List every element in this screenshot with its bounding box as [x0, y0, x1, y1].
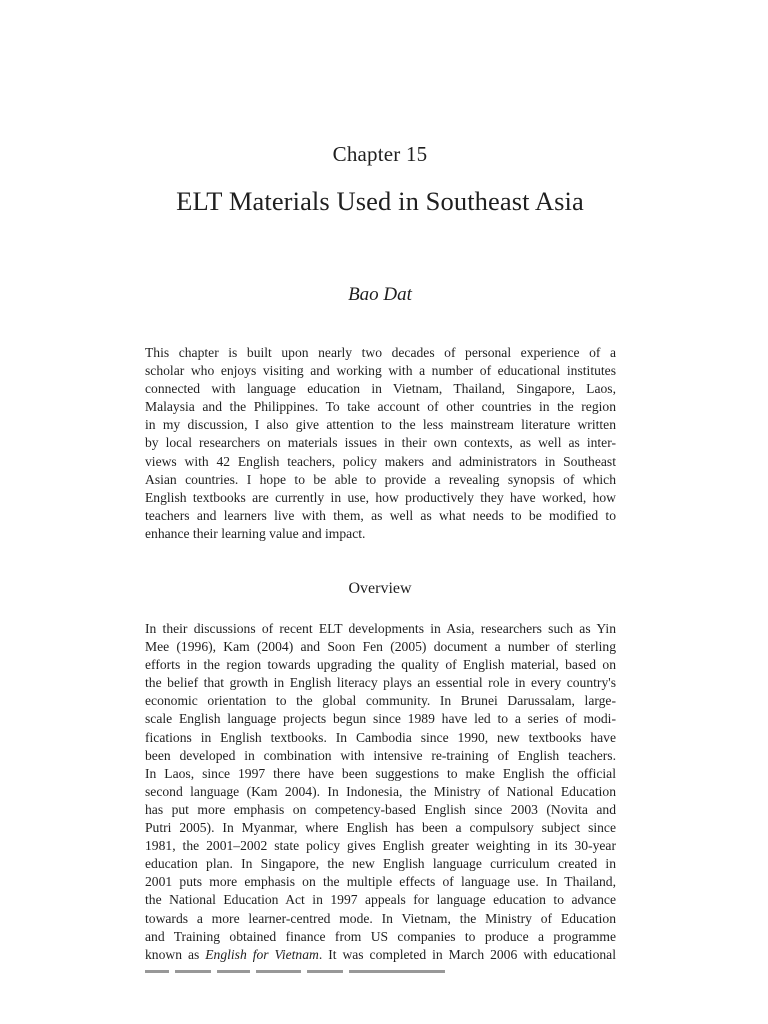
intro-paragraph — [145, 344, 616, 543]
chapter-author: Bao Dat — [348, 284, 412, 305]
cut-off-line-fragment — [145, 964, 616, 980]
text-line: economic orientation to the global community. In Brunei Darussalam, large- — [145, 693, 616, 709]
text-line: second language (Kam 2004). In Indonesia, the Ministry of National Education — [145, 783, 616, 799]
text-line: been developed in combination with intensive re-training of English teachers. — [145, 747, 616, 763]
text-line: and Training obtained finance from US companies to produce a programme — [145, 928, 616, 944]
text-line: enhance their learning value and impact. — [145, 525, 366, 541]
text-line: In their discussions of recent ELT developments in Asia, researchers such as Yin — [145, 621, 616, 636]
text-line: scale English language projects begun since 1989 have led to a series of modi- — [145, 711, 616, 727]
text-line: connected with language education in Vietnam, Thailand, Singapore, Laos, — [145, 381, 616, 397]
text-line: has put more emphasis on competency-based English since 2003 (Novita and — [145, 801, 616, 817]
text-line — [145, 946, 616, 964]
text-line: education plan. In Singapore, the new English language curriculum created in — [145, 856, 616, 872]
text-line: teachers and learners live with them, as well as what needs to be modified to — [145, 507, 616, 523]
text-line: Putri 2005). In Myanmar, where English has been a compulsory subject since — [145, 820, 616, 836]
text-line: by local researchers on materials issues in their own contexts, as well as inter- — [145, 435, 616, 451]
line-prefix: known as — [145, 946, 206, 962]
text-line: Malaysia and the Philippines. To take account of other countries in the region — [145, 399, 616, 415]
text-line: 1981, the 2001–2002 state policy gives English greater weighting in its 30-year — [145, 838, 616, 854]
overview-paragraph — [145, 620, 616, 964]
book-title-italic: English for Vietnam — [205, 946, 319, 962]
text-line: In Laos, since 1997 there have been suggestions to make English the official — [145, 765, 616, 781]
text-line: Asian countries. I hope to be able to provide a revealing synopsis of which — [145, 471, 616, 487]
chapter-number: Chapter 15 — [332, 142, 428, 166]
text-line: This chapter is built upon nearly two decades of personal experience of a — [145, 345, 616, 360]
text-line: Mee (1996), Kam (2004) and Soon Fen (2005) document a number of sterling — [145, 639, 616, 655]
text-line: towards a more learner-centred mode. In Vietnam, the Ministry of Education — [145, 910, 616, 926]
text-line: 2001 puts more emphasis on the multiple effects of language use. In Thailand, — [145, 874, 616, 890]
cut-off-text-marks — [145, 970, 445, 973]
text-line: English textbooks are currently in use, how productively they have worked, how — [145, 489, 616, 505]
text-line: in my discussion, I also give attention to the less mainstream literature written — [145, 417, 616, 433]
text-line: efforts in the region towards upgrading the quality of English material, based on — [145, 657, 616, 673]
text-line: views with 42 English teachers, policy makers and administrators in Southeast — [145, 453, 616, 469]
text-line: the belief that growth in English literacy plays an essential role in every country's — [145, 675, 616, 691]
section-heading-overview: Overview — [348, 580, 412, 597]
line-suffix: . It was completed in March 2006 with educational — [318, 946, 616, 962]
chapter-title: ELT Materials Used in Southeast Asia — [176, 186, 584, 216]
text-line: the National Education Act in 1997 appeals for language education to advance — [145, 892, 616, 908]
text-line: fications in English textbooks. In Cambodia since 1990, new textbooks have — [145, 729, 616, 745]
text-line: scholar who enjoys visiting and working with a number of educational institutes — [145, 363, 616, 379]
